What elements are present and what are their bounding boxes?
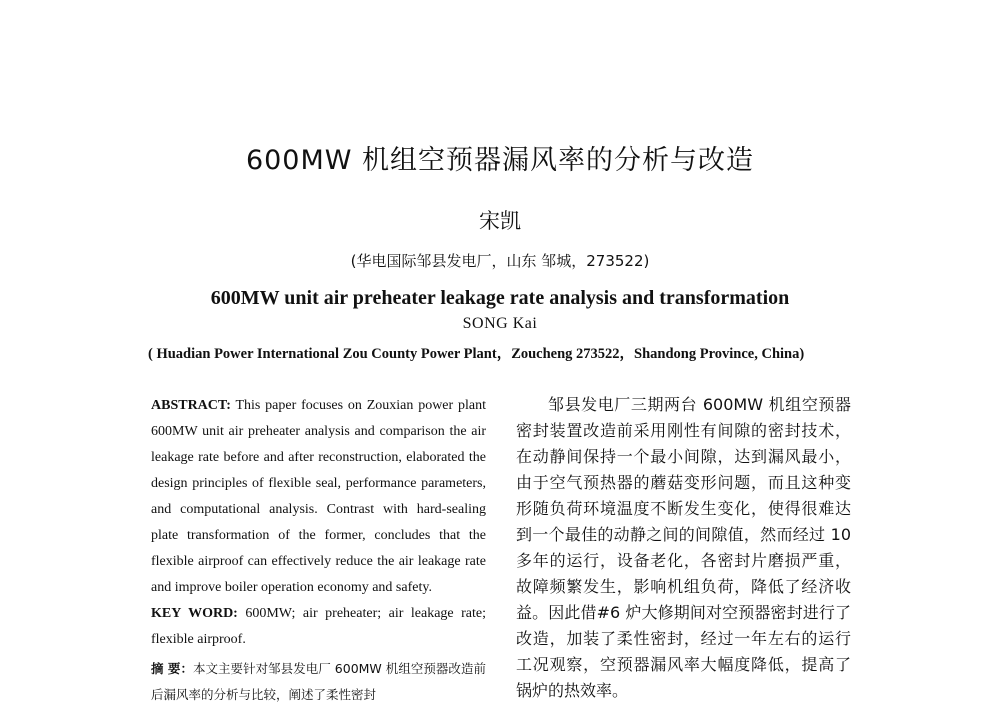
author-name-en: SONG Kai <box>462 315 538 332</box>
abstract-text: This paper focuses on Zouxian power plant 600MW unit air preheater analysis and comparison the air leakage rate before and after reconstruction, elaborated the design principles of flexible seal, performance parameters, and computational analysis. Contrast with hard-sealing plate transformation of the former, concludes that the flexible airproof can effectively reduce the air leakage rate and improve boiler operation economy and safety. <box>151 398 486 595</box>
abstract-cn <box>151 656 486 708</box>
affiliation-cn: (华电国际邹县发电厂，山东 邹城，273522) <box>350 252 650 270</box>
abstract-en <box>151 393 486 601</box>
keywords-text: 600MW; air preheater; air leakage rate; flexible airproof. <box>151 606 487 647</box>
left-column <box>151 393 486 708</box>
keywords-label: KEY WORD: <box>151 606 238 621</box>
affiliation-en: ( Huadian Power International Zou County Power Plant，Zoucheng 273522，Shandong Province, China) <box>148 346 805 362</box>
keywords-en <box>151 601 486 653</box>
abstract-cn-label: 摘 要： <box>151 661 193 676</box>
paper-title-cn: 600MW 机组空预器漏风率的分析与改造 <box>245 145 755 176</box>
abstract-label: ABSTRACT: <box>151 398 231 413</box>
paper-title-en: 600MW unit air preheater leakage rate analysis and transformation <box>210 287 790 309</box>
abstract-cn-text: 本文主要针对邹县发电厂 600MW 机组空预器改造前后漏风率的分析与比较，阐述了柔性密封 <box>151 661 486 702</box>
body-text-cn: 邹县发电厂三期两台 600MW 机组空预器密封装置改造前采用刚性有间隙的密封技术，在动静间保持一个最小间隙，达到漏风最小，由于空气预热器的蘑菇变形问题，而且这种变形随负荷环境温度不断发生变化，使得很难达到一个最佳的动静之间的间隙值，然而经过 10 多年的运行，设备老化，各密封片磨损严重，故障频繁发生，影响机组负荷，降低了经济收益。因此借#6 炉大修期间对空预器密封进行了改造，加装了柔性密封，经过一年左右的运行工况观察，空预器漏风率大幅度降低，提高了锅炉的热效率。 <box>516 395 851 700</box>
author-name-cn: 宋凯 <box>479 209 521 233</box>
